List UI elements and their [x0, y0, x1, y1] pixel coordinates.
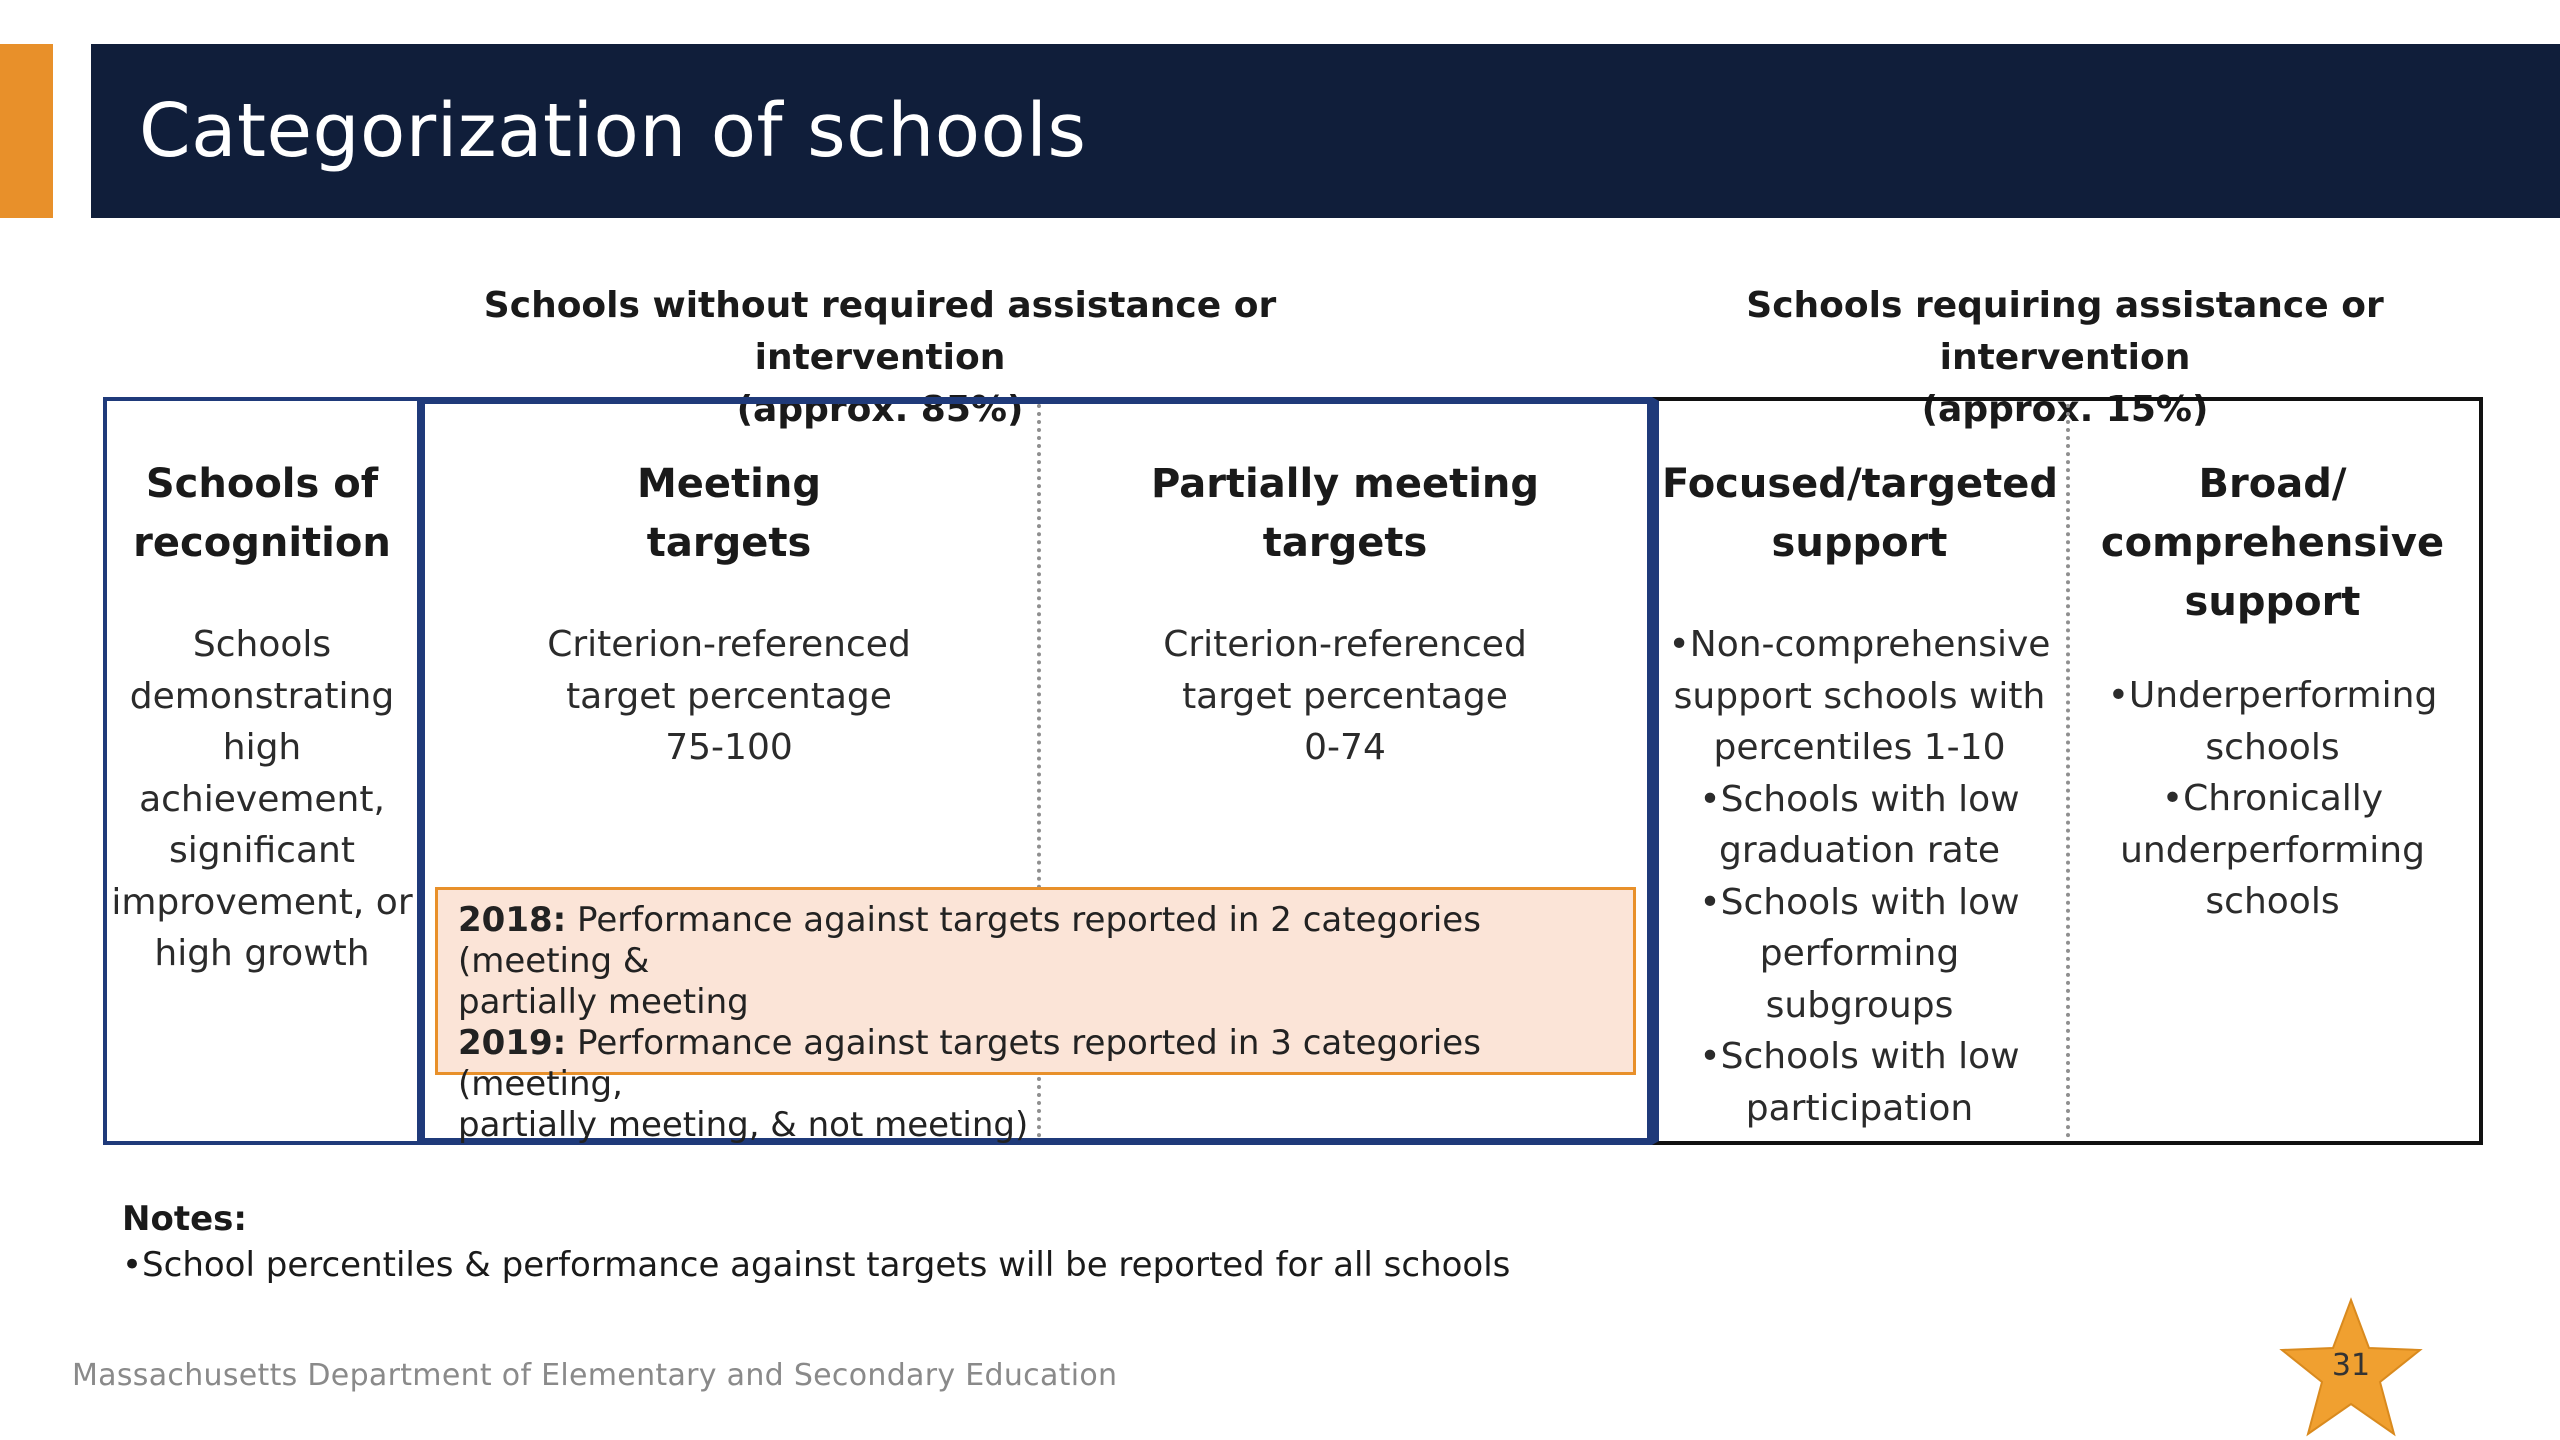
column-body-line: underperforming [2120, 829, 2425, 871]
group-header-without-line2: (approx. 85%) [736, 389, 1024, 430]
column-body-line: •Underperforming [2107, 675, 2438, 716]
column-body-line: demonstrating [129, 675, 395, 717]
column-body-line: Schools [192, 624, 332, 665]
column-body-line: 0-74 [1304, 727, 1386, 768]
column-body-line: achievement, [139, 778, 385, 820]
column-broad [2070, 455, 2475, 928]
notes-heading: Notes: [122, 1199, 247, 1239]
column-body-line: high growth [154, 933, 370, 974]
page-title: Categorization of schools [139, 88, 1087, 174]
column-body-line: •Chronically [2161, 778, 2384, 819]
title-bar [91, 44, 2560, 218]
column-title [2070, 455, 2475, 632]
callout-text-2018: Performance against targets reported in 2 categories (meeting & [458, 900, 1481, 981]
column-recognition [110, 455, 414, 980]
column-body-line: performing subgroups [1759, 933, 1960, 1026]
callout-line-2018 [458, 900, 1613, 982]
column-title-line: comprehensive [2100, 520, 2445, 566]
group-header-requiring-line2: (approx. 15%) [1921, 389, 2209, 430]
column-body-line: significant [169, 830, 355, 871]
callout-text-2018-cont: partially meeting [458, 982, 749, 1022]
footer-organization: Massachusetts Department of Elementary and Secondary Education [72, 1358, 1118, 1393]
column-title-line: targets [1262, 520, 1428, 566]
group-header-requiring-line1: Schools requiring assistance or intervention [1746, 285, 2384, 378]
column-title-line: Partially meeting [1150, 461, 1540, 507]
column-body-line: •Non-comprehensive [1668, 624, 2051, 665]
column-title-line: Focused/targeted [1662, 461, 2059, 507]
column-body-line: schools [2205, 881, 2340, 922]
column-body [440, 619, 1018, 774]
column-title-line: recognition [133, 520, 391, 566]
column-title-line: Schools of [145, 461, 379, 507]
group-header-without-line1: Schools without required assistance or intervention [483, 285, 1277, 378]
column-partial [1056, 455, 1634, 774]
column-title-line: Broad/ [2198, 461, 2347, 507]
column-body-line: high [222, 727, 302, 768]
column-body-line: •Schools with low [1699, 881, 2020, 923]
column-body-line: 75-100 [665, 727, 793, 768]
column-title-line: targets [646, 520, 812, 566]
page-number-badge [2276, 1296, 2426, 1440]
notes [122, 1196, 1510, 1288]
column-body-line: Criterion-referenced [1163, 624, 1527, 665]
column-body-line: improvement, or [111, 881, 413, 923]
column-title-line: support [1771, 520, 1948, 566]
column-title [1056, 455, 1634, 573]
callout-year-2018: 2018: [458, 900, 567, 940]
column-title [110, 455, 414, 573]
column-body [1056, 619, 1634, 774]
column-body-line: target percentage [1182, 675, 1508, 717]
callout-line-2019 [458, 1023, 1613, 1105]
column-body-line: schools [2205, 726, 2340, 768]
column-body-line: Criterion-referenced [547, 624, 911, 665]
column-body-line: •Schools with low [1699, 778, 2020, 820]
column-body-line: target percentage [566, 675, 892, 717]
column-body [2070, 670, 2475, 928]
callout-text-2019-cont: partially meeting, & not meeting) [458, 1105, 1029, 1145]
column-title [1662, 455, 2057, 573]
column-body-line: participation [1745, 1087, 1974, 1129]
column-body-line: •Schools with low [1699, 1036, 2020, 1077]
column-body-line: support schools with [1673, 675, 2046, 717]
reporting-callout [435, 887, 1636, 1145]
column-body [110, 619, 414, 980]
column-title-line: Meeting [636, 461, 821, 507]
callout-year-2019: 2019: [458, 1023, 567, 1063]
column-title [440, 455, 1018, 573]
column-focused [1662, 455, 2057, 1134]
column-title-line: support [2184, 579, 2361, 625]
accent-bar [0, 44, 53, 218]
column-meeting [440, 455, 1018, 774]
column-body [1662, 619, 2057, 1134]
column-body-line: graduation rate [1719, 830, 2000, 871]
page-number: 31 [2331, 1348, 2371, 1383]
column-body-line: percentiles 1-10 [1713, 727, 2006, 768]
callout-text-2019: Performance against targets reported in 3 categories (meeting, [458, 1023, 1481, 1104]
notes-item: •School percentiles & performance against targets will be reported for all schools [122, 1245, 1511, 1285]
